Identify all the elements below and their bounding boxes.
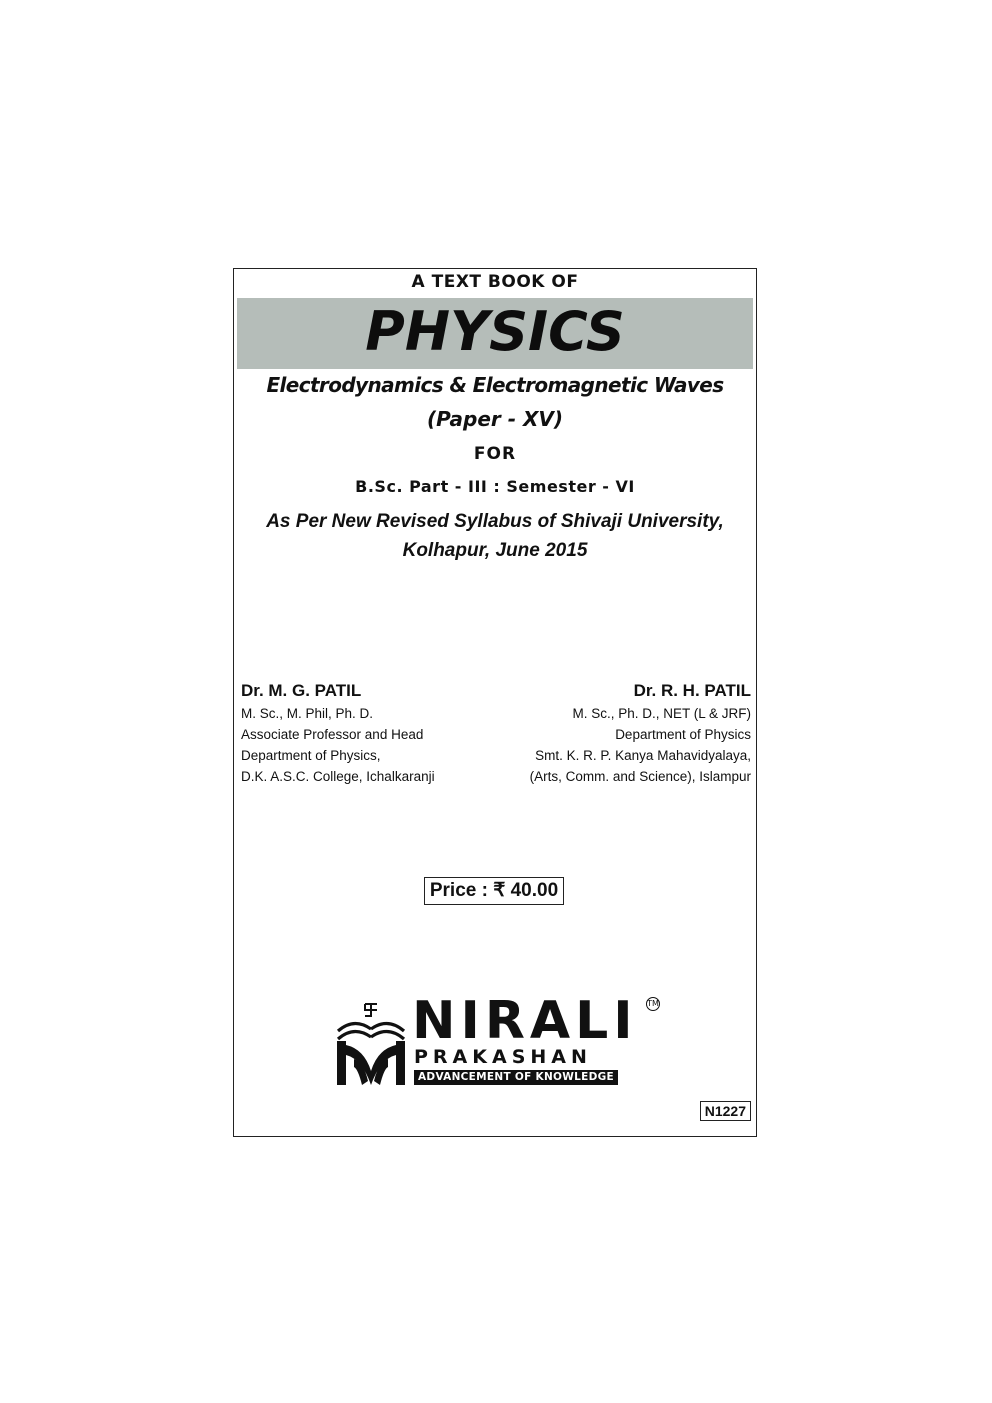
price-box: Price : ₹ 40.00 <box>424 877 564 905</box>
book-emblem-icon <box>334 1001 409 1087</box>
author-name: Dr. M. G. PATIL <box>241 681 362 700</box>
for-label: FOR <box>473 444 517 464</box>
author-institution: D.K. A.S.C. College, Ichalkaranji <box>241 769 435 784</box>
paper-number: (Paper - XV) <box>426 407 564 431</box>
catalog-code: N1227 <box>700 1101 751 1121</box>
author-name: Dr. R. H. PATIL <box>633 681 751 700</box>
author-block-left <box>241 679 435 787</box>
author-qualification: M. Sc., Ph. D., NET (L & JRF) <box>572 706 751 721</box>
syllabus-line-1: As Per New Revised Syllabus of Shivaji University, <box>266 511 724 532</box>
author-department: Department of Physics <box>615 727 751 742</box>
book-subtitle: Electrodynamics & Electromagnetic Waves <box>266 373 724 397</box>
syllabus-line-2: Kolhapur, June 2015 <box>402 540 588 561</box>
book-title: PHYSICS <box>365 300 625 363</box>
kicker-text: A TEXT BOOK OF <box>411 272 579 292</box>
author-block-right <box>530 679 751 787</box>
publisher-logo <box>334 991 664 1092</box>
publisher-name: NIRALI <box>412 991 638 1051</box>
cover-frame <box>233 268 757 1137</box>
author-department: Department of Physics, <box>241 748 381 763</box>
trademark-icon: TM <box>646 997 660 1011</box>
author-position: Associate Professor and Head <box>241 727 424 742</box>
publisher-subname: PRAKASHAN <box>414 1046 592 1068</box>
syllabus-note <box>234 507 756 565</box>
author-qualification: M. Sc., M. Phil, Ph. D. <box>241 706 374 721</box>
author-institution-detail: (Arts, Comm. and Science), Islampur <box>529 769 751 784</box>
author-institution: Smt. K. R. P. Kanya Mahavidyalaya, <box>535 748 751 763</box>
publisher-tagline: ADVANCEMENT OF KNOWLEDGE <box>414 1070 618 1085</box>
course-info: B.Sc. Part - III : Semester - VI <box>355 477 635 496</box>
title-band <box>237 298 753 369</box>
